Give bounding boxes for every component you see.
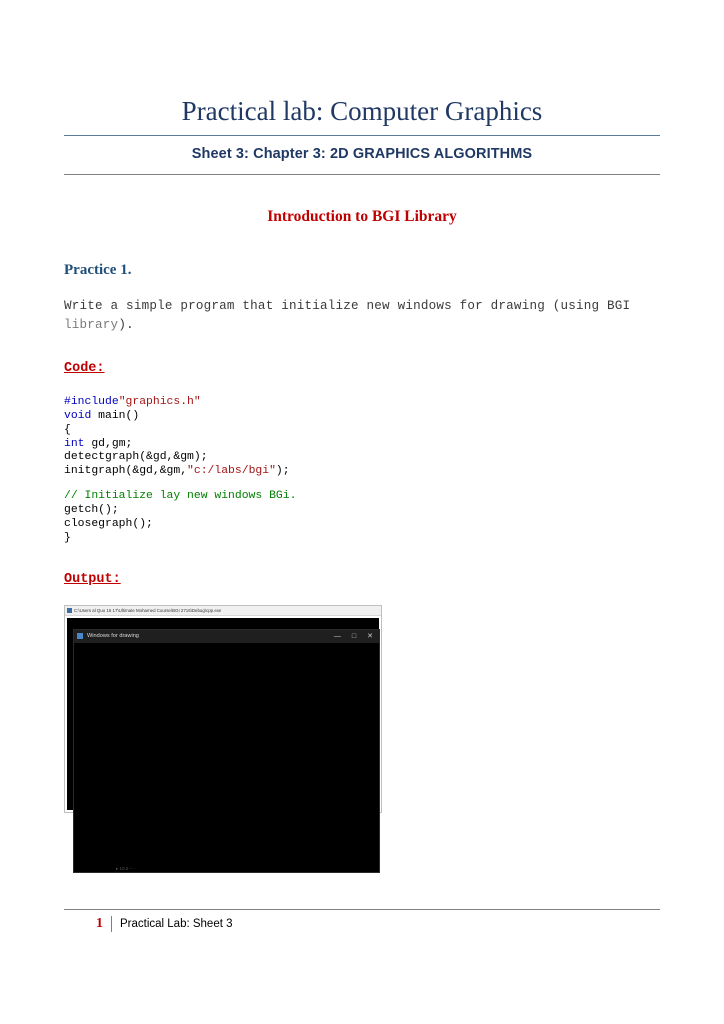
task-text-part2: library: [64, 317, 119, 332]
graphics-window: [73, 629, 380, 873]
page-title: Practical lab: Computer Graphics: [181, 96, 543, 126]
code-token: void: [64, 409, 92, 422]
footer-separator: [111, 916, 112, 932]
code-token: gd,gm;: [84, 437, 133, 450]
graphics-window-icon: [77, 633, 83, 639]
footer-text: Practical Lab: Sheet 3: [120, 918, 233, 930]
code-line: [64, 438, 660, 452]
graphics-canvas: [74, 643, 379, 872]
page-number: 1: [96, 916, 103, 931]
code-line: [64, 396, 660, 410]
page-footer: [64, 909, 660, 932]
code-line: [64, 504, 660, 518]
code-label: Code:: [64, 360, 105, 376]
task-text-part1: Write a simple program that initialize new windows for drawing (using BGI: [64, 299, 631, 314]
code-token: "graphics.h": [118, 395, 201, 408]
code-token: detectgraph(&gd,&gm);: [64, 451, 208, 464]
maximize-icon[interactable]: □: [351, 632, 357, 640]
practice-heading: Practice 1.: [64, 262, 132, 279]
title-divider: [64, 135, 660, 136]
footer-divider: [64, 909, 660, 910]
taskbar-hint: ▸ 10.2 – ·: [116, 865, 135, 871]
code-token: initgraph(&gd,&gm,: [64, 465, 188, 478]
code-line: [64, 451, 660, 465]
code-block: [64, 396, 660, 546]
console-title-text: C:\Users al Quo 16 17\Ultimate Mohamed Course\BGI 2716\Debug\cpp.exe: [74, 607, 222, 613]
minimize-icon[interactable]: —: [333, 632, 341, 640]
task-description: [64, 297, 660, 335]
task-text-part3: ).: [118, 317, 134, 332]
output-screenshot: [64, 605, 382, 875]
code-line: [64, 518, 660, 532]
output-label: Output:: [64, 571, 121, 587]
graphics-window-titlebar: [74, 630, 379, 643]
code-token: int: [64, 437, 85, 450]
section-heading: Introduction to BGI Library: [267, 208, 457, 226]
document-subtitle: Sheet 3: Chapter 3: 2D GRAPHICS ALGORITHMS: [191, 146, 533, 163]
console-titlebar: [65, 606, 381, 616]
code-token: getch();: [64, 504, 119, 517]
code-token: main(): [91, 409, 140, 422]
code-token: // Initialize lay new windows BGi.: [64, 490, 297, 503]
code-token: );: [275, 465, 290, 478]
code-token: }: [64, 531, 71, 544]
graphics-window-title: Windows for drawing: [87, 633, 139, 640]
code-token: "c:/labs/bgi": [187, 465, 276, 478]
close-icon[interactable]: ✕: [367, 632, 373, 640]
code-line: [64, 410, 660, 424]
subtitle-divider: [64, 174, 660, 175]
code-token: {: [64, 423, 71, 436]
window-controls: [334, 633, 376, 640]
code-line: [64, 465, 660, 479]
code-token: closegraph();: [64, 518, 153, 531]
code-line: [64, 424, 660, 438]
code-blank-line: [64, 479, 660, 490]
code-line: [64, 532, 660, 546]
code-line: [64, 490, 660, 504]
console-app-icon: [67, 608, 72, 613]
code-token: #include: [64, 395, 119, 408]
